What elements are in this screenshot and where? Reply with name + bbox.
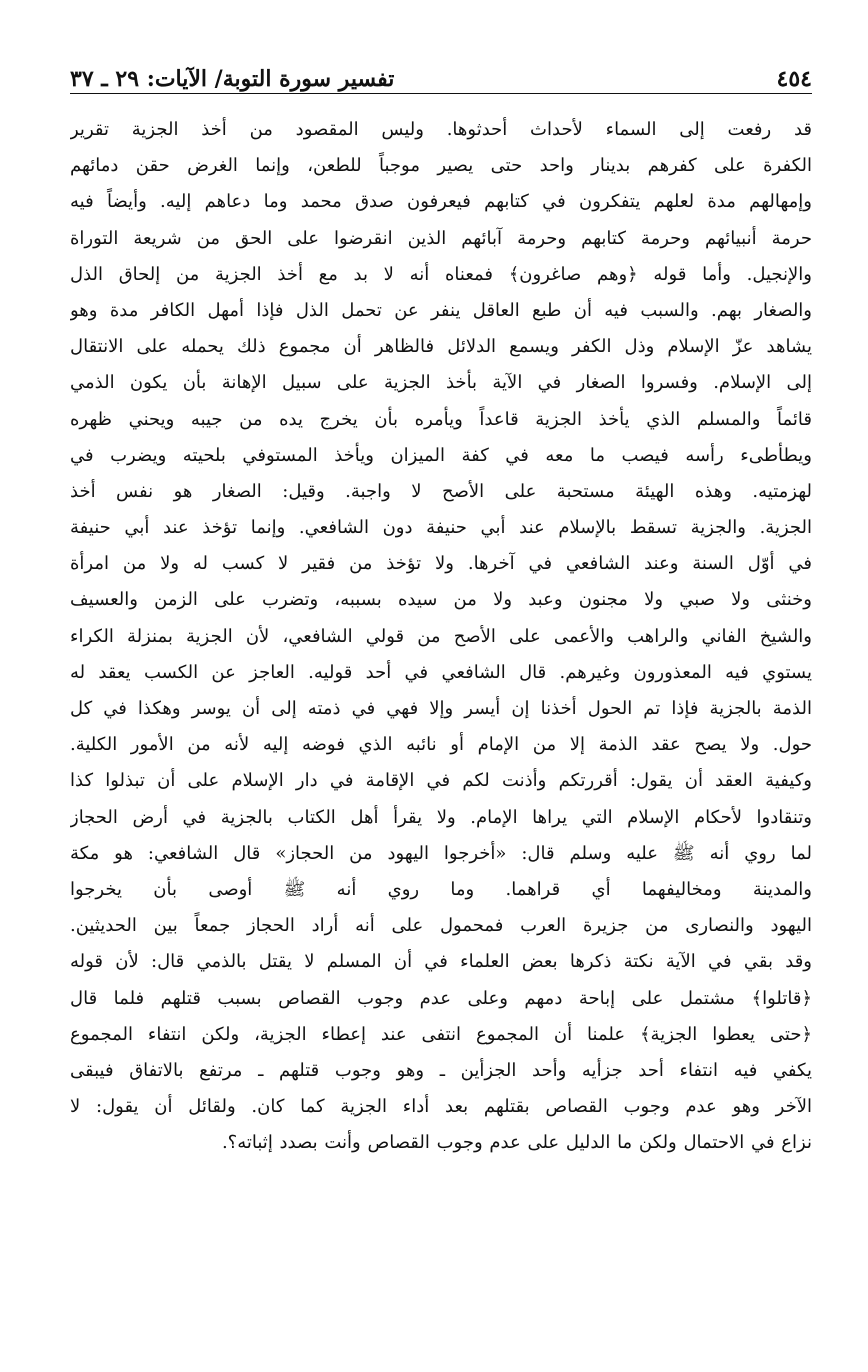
text-line: الجزية. والجزية تسقط بالإسلام عند أبي حنيفة دون الشافعي. وإنما تؤخذ عند أبي حنيفة xyxy=(70,517,812,539)
text-line: نزاع في الاحتمال ولكن ما الدليل على عدم وجوب القصاص وأنت بصدد إثباته؟. xyxy=(221,1132,812,1154)
text-line: وقد بقي في الآية نكتة ذكرها بعض العلماء في أن المسلم لا يقتل بالذمي قال: لأن قوله xyxy=(70,951,812,973)
text-line: وإمهالهم مدة لعلهم يتفكرون في كتابهم فيعرفون صدق محمد وما دعاهم إليه. وأيضاً فيه xyxy=(70,191,812,213)
header-divider xyxy=(70,93,812,94)
text-line: اليهود والنصارى من جزيرة العرب فمحمول على أنه أراد الحجاز جمعاً بين الحديثين. xyxy=(70,915,812,937)
text-line: والإنجيل. وأما قوله ﴿وهم صاغرون﴾ فمعناه أنه لا بد مع أخذ الجزية من إلحاق الذل xyxy=(70,263,812,285)
text-line: ويطأطىء رأسه فيصب ما معه في كفة الميزان ويأخذ المستوفي بلحيته ويضرب في xyxy=(70,444,812,466)
running-title: تفسير سورة التوبة/ الآيات: ٢٩ ـ ٣٧ xyxy=(70,65,395,92)
text-line: لهزمتيه. وهذه الهيئة مستحبة على الأصح لا واجبة. وقيل: الصغار هو نفس أخذ xyxy=(70,480,812,502)
text-line: قد رفعت إلى السماء لأحداث أحدثوها. وليس المقصود من أخذ الجزية تقرير xyxy=(70,119,812,140)
text-line: وخنثى ولا صبي ولا مجنون وعبد ولا من سيده بسببه، وتضرب على الزمن والعسيف xyxy=(70,589,812,611)
text-line: الكفرة على كفرهم بدينار واحد حتى يصير موجباً للطعن، وإنما الغرض حقن دمائهم xyxy=(70,155,812,177)
text-line: يستوي فيه المعذورون وغيرهم. قال الشافعي في أحد قوليه. العاجز عن الكسب يعقد له xyxy=(70,661,812,683)
text-line: قائماً والمسلم الذي يأخذ الجزية قاعداً ويأمره بأن يخرج يده من جيبه ويحني ظهره xyxy=(70,408,812,430)
text-line: الذمة بالجزية فإذا تم الحول أخذنا إن أيسر وإلا فهي في ذمته إلى أن يوسر وهكذا في كل xyxy=(70,698,812,719)
text-line: حرمة أنبيائهم وحرمة كتابهم وحرمة آبائهم الذين انقرضوا على الحق من شريعة التوراة xyxy=(70,227,812,249)
page-number: ٤٥٤ xyxy=(776,65,812,92)
text-line: يكفي فيه انتفاء أحد جزأيه وأحد الجزأين ـ وهو وجوب قتلهم ـ مرتفع بالاتفاق فيبقى xyxy=(70,1059,812,1081)
text-line: الآخر وهو عدم وجوب القصاص بقتلهم بعد أداء الجزية كما كان. ولقائل أن يقول: لا xyxy=(70,1096,812,1118)
text-line: والشيخ الفاني والراهب والأعمى على الأصح من قولي الشافعي، لأن الجزية بمنزلة الكراء xyxy=(70,625,812,647)
text-line: وتنقادوا لأحكام الإسلام التي يراها الإمام. ولا يقرأ أهل الكتاب بالجزية في أرض الحجاز xyxy=(70,806,812,828)
text-line: حول. ولا يصح عقد الذمة إلا من الإمام أو نائبه الذي فوضه إليه لأنه من الأمور الكلية. xyxy=(70,734,812,756)
text-line: والمدينة ومخاليفهما أي قراهما. وما روي أنه ﷺ أوصى بأن يخرجوا xyxy=(70,878,812,900)
text-line: وكيفية العقد أن يقول: أقررتكم وأذنت لكم في الإقامة في دار الإسلام على أن تبذلوا كذا xyxy=(70,770,812,792)
text-line: لما روي أنه ﷺ عليه وسلم قال: «أخرجوا اليهود من الحجاز» قال الشافعي: هو مكة xyxy=(70,842,812,864)
text-line: يشاهد عزّ الإسلام وذل الكفر ويسمع الدلائل فالظاهر أن مجموع ذلك يحمله على الانتقال xyxy=(70,336,812,358)
text-line: إلى الإسلام. وفسروا الصغار في الآية بأخذ الجزية على سبيل الإهانة بأن يكون الذمي xyxy=(70,372,812,394)
text-line: والصغار بهم. والسبب فيه أن طبع العاقل ينفر عن تحمل الذل فإذا أمهل الكافر مدة وهو xyxy=(70,299,812,321)
text-line: في أوّل السنة وعند الشافعي في آخرها. ولا تؤخذ من فقير لا كسب له ولا من امرأة xyxy=(70,553,812,575)
body-text xyxy=(70,112,812,1161)
text-line: ﴿حتى يعطوا الجزية﴾ علمنا أن المجموع انتفى عند إعطاء الجزية، ولكن انتفاء المجموع xyxy=(70,1023,812,1045)
page-header xyxy=(70,52,812,92)
text-line: ﴿قاتلوا﴾ مشتمل على إباحة دمهم وعلى عدم وجوب القصاص بسبب قتلهم فلما قال xyxy=(70,987,812,1009)
